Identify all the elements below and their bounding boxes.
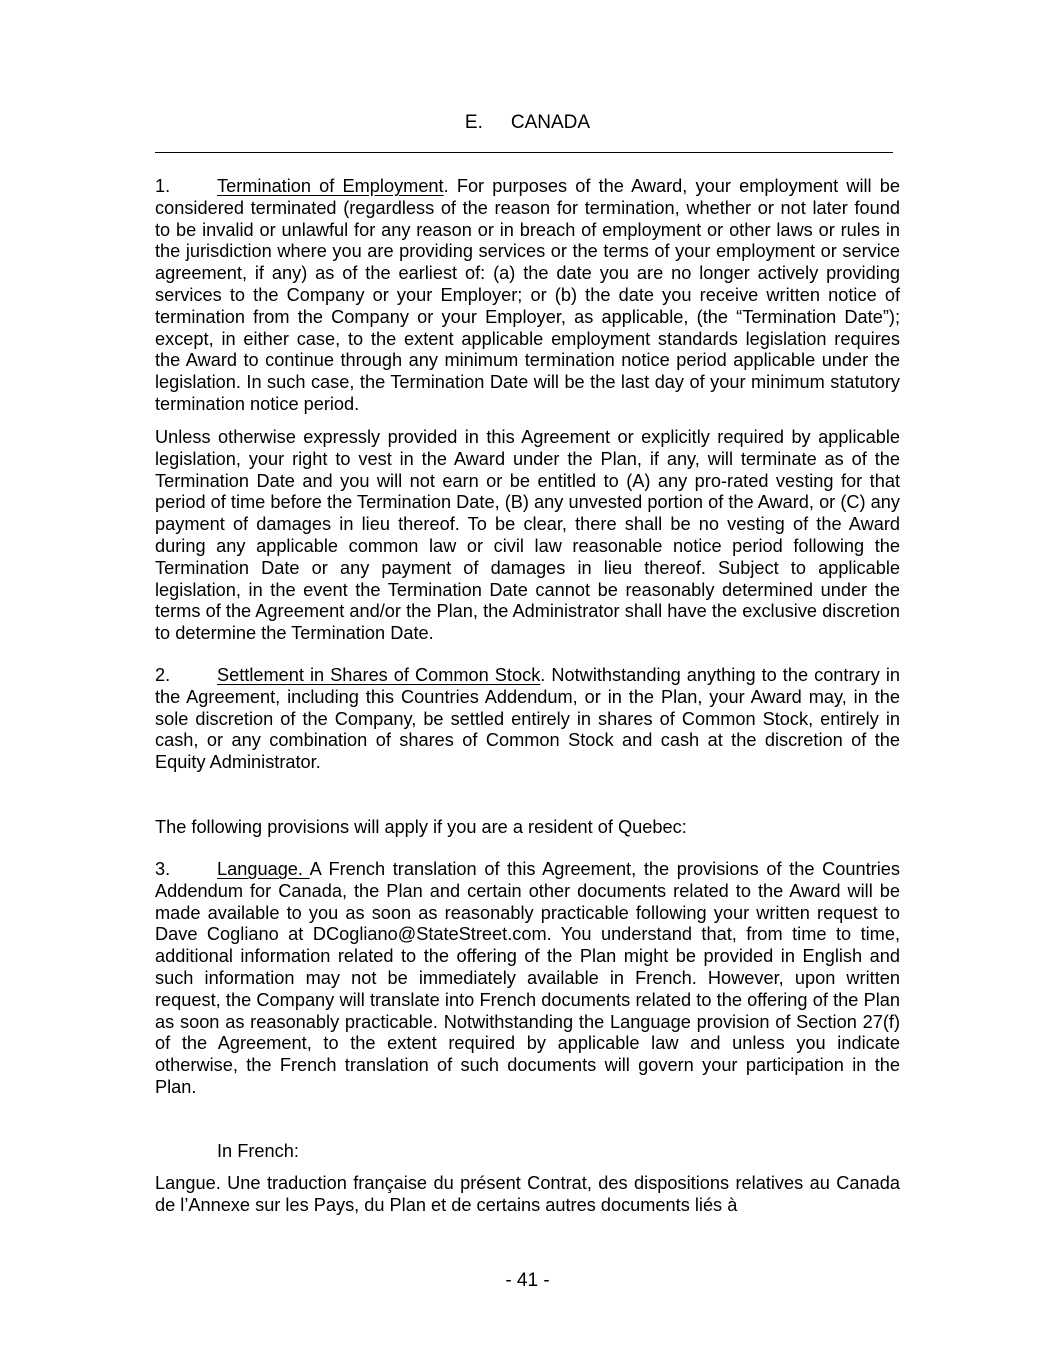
heading-rule <box>155 152 893 153</box>
item-3-number: 3. <box>155 859 171 879</box>
item-1-paragraph-2: Unless otherwise expressly provided in this Agreement or explicitly required by applicable legislation, your right to vest in the Award under the Plan, if any, will terminate as of the Termination Date and you will not earn or be entitled to (A) any pro-rated vesting for that period of time before the Termination Date, (B) any unvested portion of the Award, or (C) any payment of damages in lieu thereof. To be clear, there shall be no vesting of the Award during any applicable common law or civil law reasonable notice period following the Termination Date or any payment of damages in lieu thereof. Subject to applicable legislation, in the event the Termination Date cannot be reasonably determined under the terms of the Agreement and/or the Plan, the Administrator shall have the exclusive discretion to determine the Termination Date. <box>155 427 900 644</box>
french-paragraph <box>155 1173 900 1217</box>
french-text: Une traduction française du présent Contrat, des dispositions relatives au Canada de l’Annexe sur les Pays, du Plan et de certains autres documents liés à <box>155 1173 900 1215</box>
section-title: CANADA <box>510 112 591 133</box>
page-number: - 41 - <box>505 1270 550 1291</box>
item-2-heading: Settlement in Shares of Common Stock <box>217 665 541 685</box>
item-1-heading: Termination of Employment <box>217 176 444 196</box>
item-2-paragraph <box>155 665 900 774</box>
item-3-paragraph <box>155 859 900 1099</box>
quebec-intro: The following provisions will apply if you are a resident of Quebec: <box>155 817 687 837</box>
item-1-number: 1. <box>155 176 171 196</box>
item-3-heading: Language. <box>217 859 310 879</box>
section-heading <box>155 111 900 135</box>
item-1-paragraph <box>155 176 900 416</box>
item-3-text: A French translation of this Agreement, the provisions of the Countries Addendum for Canada, the Plan and certain other documents related to the Award will be made available to you as soon as reasonably practicable following your written request to Dave Cogliano at DCogliano@StateStreet.com. You understand that, from time to time, additional information related to the offering of the Plan might be provided in English and such information may not be immediately available in French. However, upon written request, the Company will translate into French documents related to the offering of the Plan as soon as reasonably practicable. Notwithstanding the Language provision of Section 27(f) of the Agreement, to the extent required by applicable law and unless you indicate otherwise, the French translation of such documents will govern your participation in the Plan. <box>155 859 900 1097</box>
in-french-label: In French: <box>217 1141 299 1161</box>
french-heading: Langue. <box>155 1173 221 1193</box>
item-2-number: 2. <box>155 665 171 685</box>
item-2-text: . Notwithstanding anything to the contrary in the Agreement, including this Countries Addendum, or in the Plan, your Award may, in the sole discretion of the Company, be settled entirely in shares of Common Stock, entirely in cash, or any combination of shares of Common Stock and cash at the discretion of the Equity Administrator. <box>155 665 900 773</box>
section-number: E. <box>464 112 483 133</box>
item-1-text: . For purposes of the Award, your employment will be considered terminated (regardless of the reason for termination, whether or not later found to be invalid or unlawful for any reason or in breach of employment or other laws or rules in the jurisdiction where you are providing services or the terms of your employment or service agreement, if any) as of the earliest of: (a) the date you are no longer actively providing services to the Company or your Employer; or (b) the date you receive written notice of termination from the Company or your Employer, as applicable, (the “Termination Date”); except, in either case, to the extent applicable employment standards legislation requires the Award to continue through any minimum termination notice period applicable under the legislation. In such case, the Termination Date will be the last day of your minimum statutory termination notice period. <box>155 176 900 414</box>
